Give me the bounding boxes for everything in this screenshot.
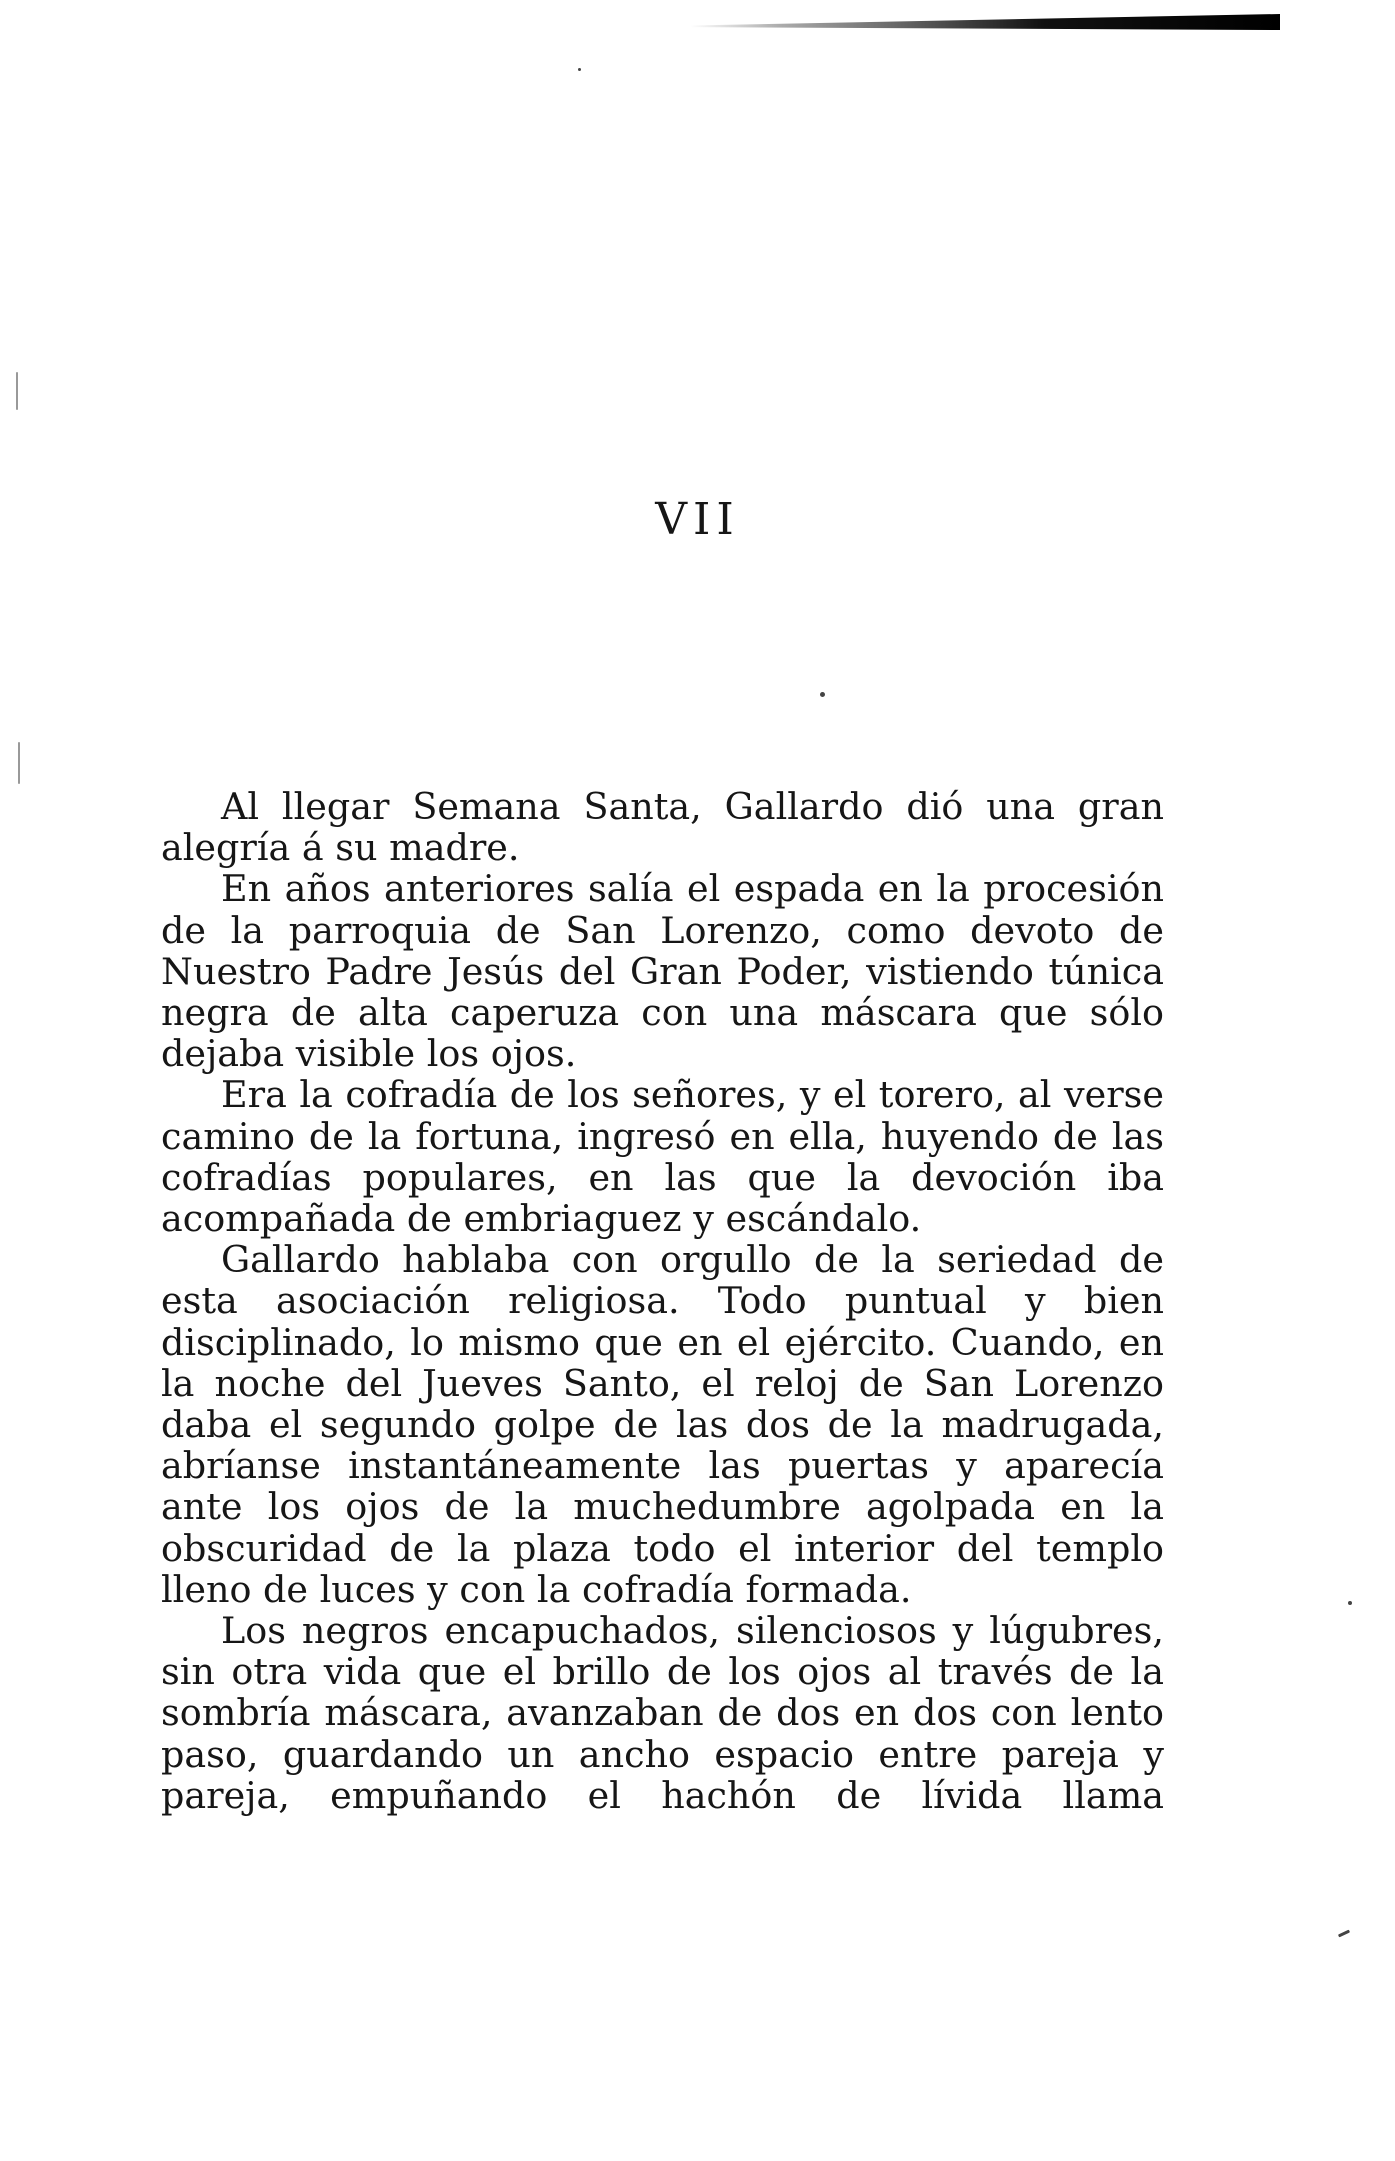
print-speck	[820, 692, 825, 697]
paragraph: Era la cofradía de los señores, y el torero, al verse camino de la fortuna, ingresó en ella, huyendo de las cofradías populares, en las que la devoción iba acompañada de embriaguez y escándalo.	[161, 1073, 1164, 1241]
paragraph: Los negros encapuchados, silenciosos y lúgubres, sin otra vida que el brillo de los ojos al través de la sombría máscara, avanzaban de dos en dos con lento paso, guardando un ancho espacio entre pareja y pareja, empuñando el hachón de lívida llama	[161, 1609, 1164, 1817]
print-speck	[1338, 1930, 1350, 1938]
print-speck	[16, 372, 18, 410]
paragraph: En años anteriores salía el espada en la procesión de la parroquia de San Lorenzo, como devoto de Nuestro Padre Jesús del Gran Poder, vistiendo túnica negra de alta caperuza con una máscara que sólo dejaba visible los ojos.	[161, 867, 1164, 1076]
print-speck	[578, 68, 581, 71]
chapter-heading: VII	[655, 494, 740, 545]
body-text	[161, 786, 1164, 1816]
print-speck	[1348, 1601, 1352, 1605]
paragraph: Al llegar Semana Santa, Gallardo dió una gran alegría á su madre.	[161, 785, 1164, 870]
print-speck	[18, 742, 20, 784]
top-edge-rule	[690, 14, 1280, 30]
paragraph: Gallardo hablaba con orgullo de la seriedad de esta asociación religiosa. Todo puntual y bien disciplinado, lo mismo que en el ejército. Cuando, en la noche del Jueves Santo, el reloj de San Lorenzo daba el segundo golpe de las dos de la madrugada, abríanse instantáneamente las puertas y aparecía ante los ojos de la muchedumbre agolpada en la obscuridad de la plaza todo el interior del templo lleno de luces y con la cofradía formada.	[161, 1238, 1164, 1611]
